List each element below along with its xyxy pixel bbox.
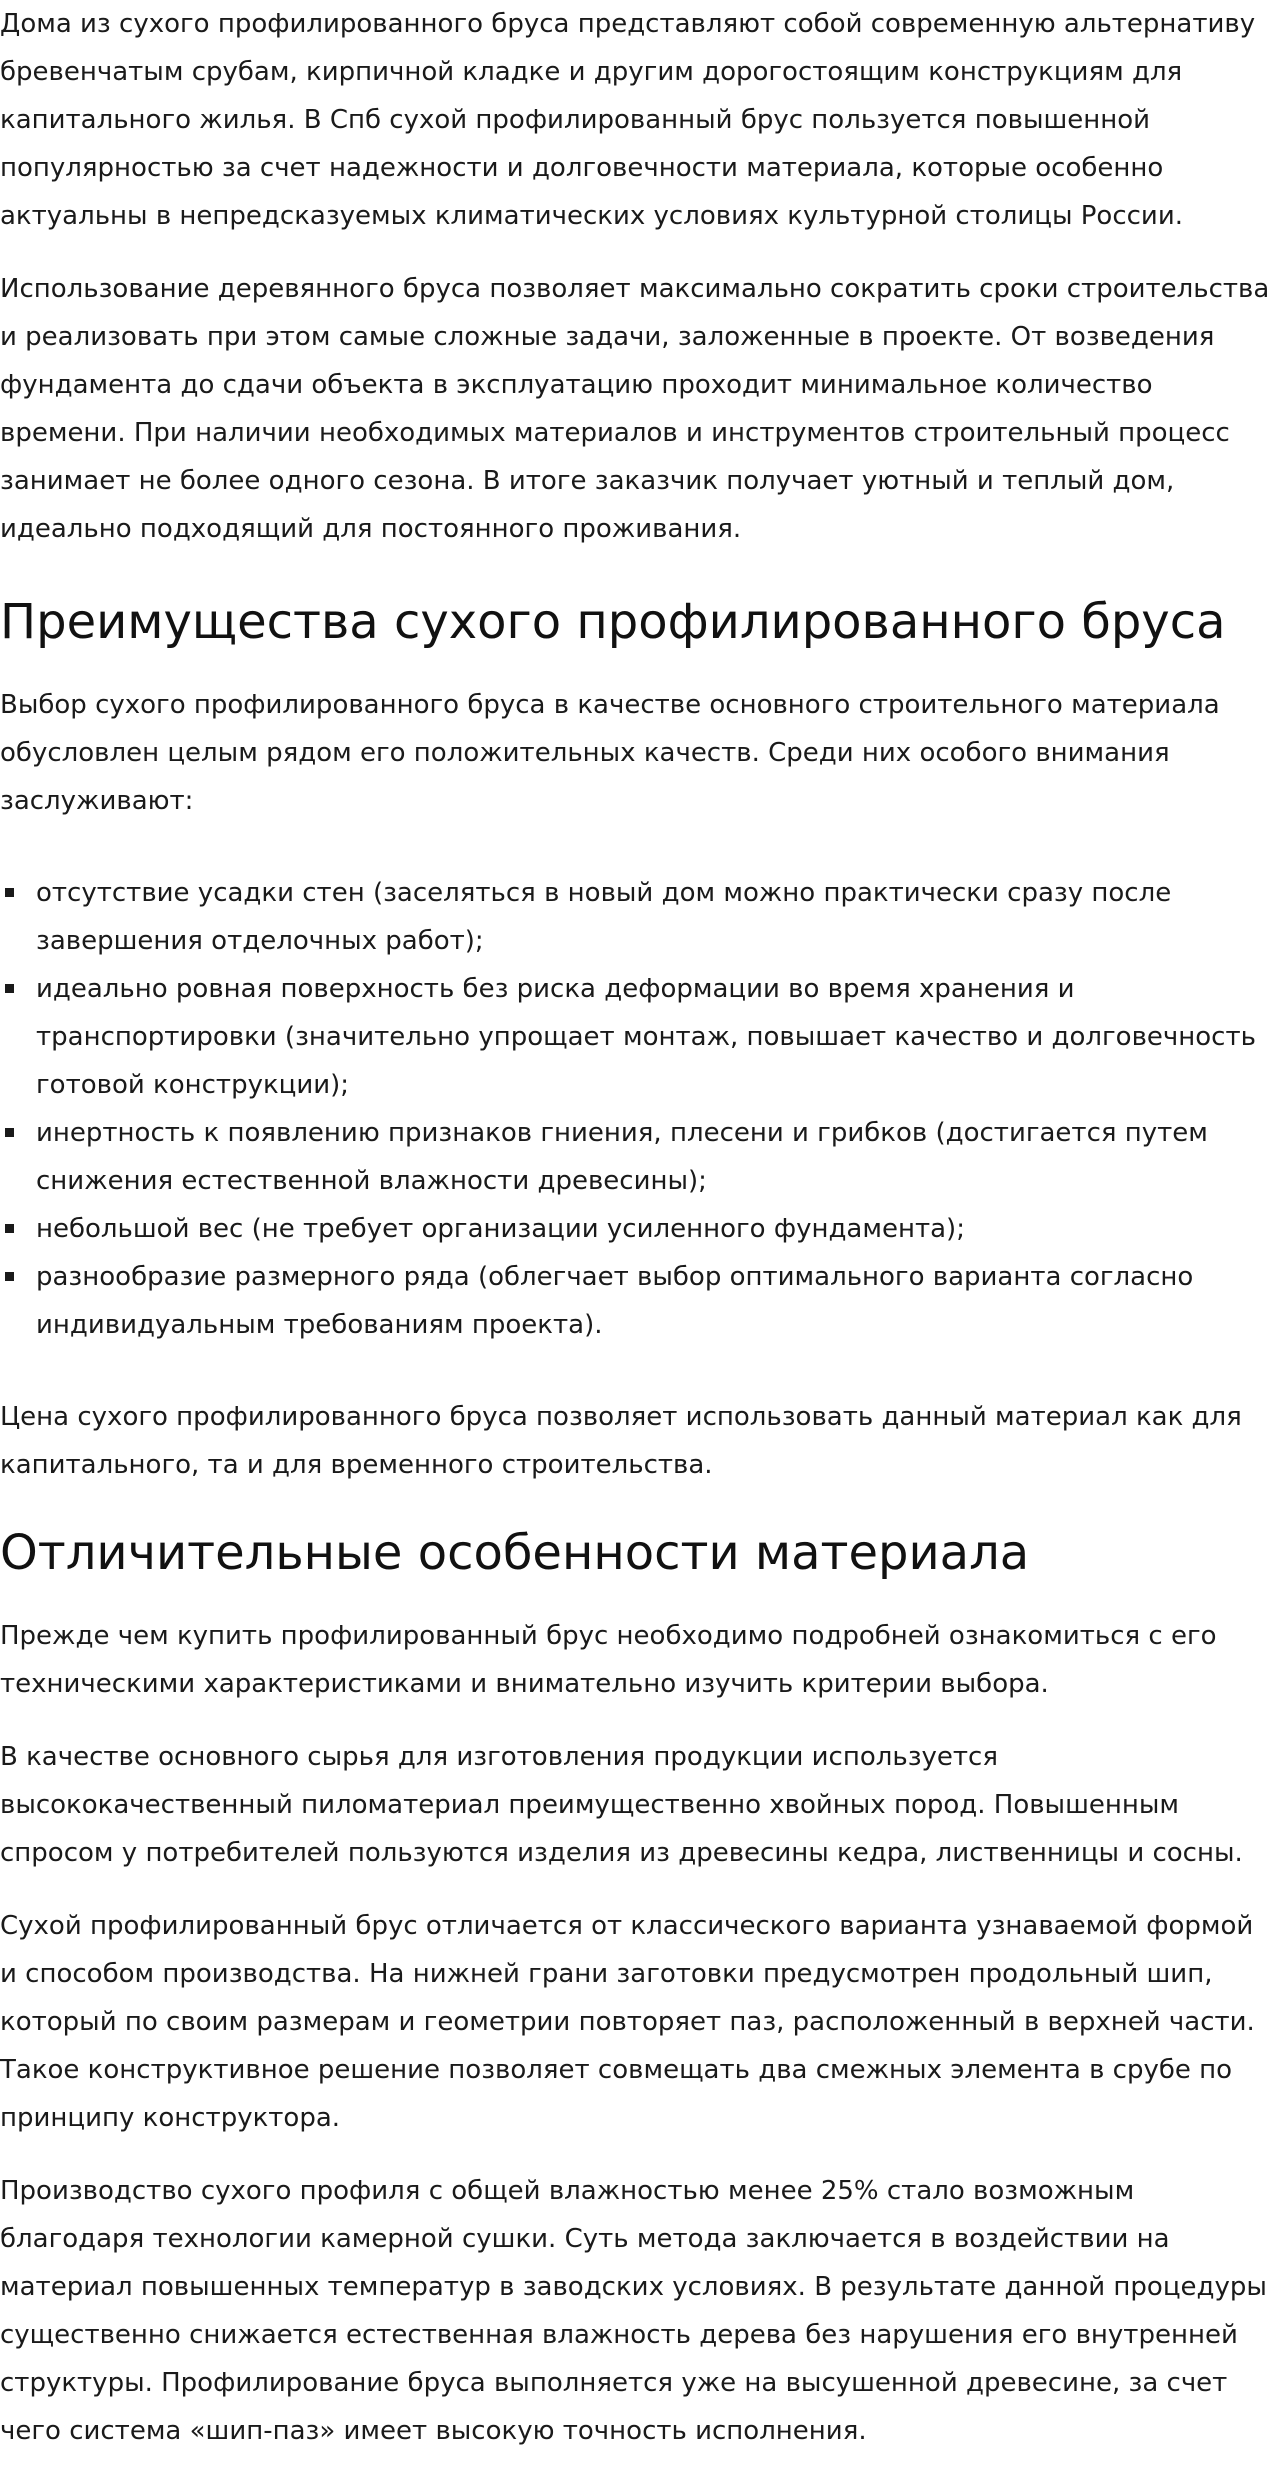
square-bullet-icon [5,1272,14,1281]
list-item-text: разнообразие размерного ряда (облегчает выбор оптимального варианта согласно индивидуальным требованиям проекта). [36,1262,1194,1340]
square-bullet-icon [5,1224,14,1233]
square-bullet-icon [5,888,14,897]
features-paragraph-3: Сухой профилированный брус отличается от классического варианта узнаваемой формой и способом производства. На нижней грани заготовки предусмотрен продольный шип, который по своим размерам и геометрии повторяет паз, расположенный в верхней части. Такое конструктивное решение позволяет совмещать два смежных элемента в срубе по принципу конструктора. [0,1911,1255,2133]
square-bullet-icon [5,984,14,993]
list-item [0,1205,1270,1253]
list-item [0,965,1270,1109]
intro-paragraph-2: Использование деревянного бруса позволяет максимально сократить сроки строительства и реализовать при этом самые сложные задачи, заложенные в проекте. От возведения фундамента до сдачи объекта в эксплуатацию проходит минимальное количество времени. При наличии необходимых материалов и инструментов строительный процесс занимает не более одного сезона. В итоге заказчик получает уютный и теплый дом, идеально подходящий для постоянного проживания. [0,274,1270,544]
advantages-list [0,869,1270,1349]
list-item [0,869,1270,965]
advantages-intro: Выбор сухого профилированного бруса в качестве основного строительного материала обусловлен целым рядом его положительных качеств. Среди них особого внимания заслуживают: [0,690,1220,816]
features-paragraph-2: В качестве основного сырья для изготовления продукции используется высококачественный пиломатериал преимущественно хвойных пород. Повышенным спросом у потребителей пользуются изделия из древесины кедра, лиственницы и сосны. [0,1742,1243,1868]
list-item-text: небольшой вес (не требует организации усиленного фундамента); [36,1214,965,1244]
square-bullet-icon [5,1128,14,1137]
features-paragraph-1: Прежде чем купить профилированный брус необходимо подробней ознакомиться с его техническими характеристиками и внимательно изучить критерии выбора. [0,1621,1217,1699]
list-item-text: инертность к появлению признаков гниения, плесени и грибков (достигается путем снижения естественной влажности древесины); [36,1118,1208,1196]
list-item [0,1109,1270,1205]
advantages-heading: Преимущества сухого профилированного бруса [0,594,1226,650]
list-item [0,1253,1270,1349]
price-note: Цена сухого профилированного бруса позволяет использовать данный материал как для капитального, та и для временного строительства. [0,1402,1242,1480]
features-paragraph-4: Производство сухого профиля с общей влажностью менее 25% стало возможным благодаря технологии камерной сушки. Суть метода заключается в воздействии на материал повышенных температур в заводских условиях. В результате данной процедуры существенно снижается естественная влажность дерева без нарушения его внутренней структуры. Профилирование бруса выполняется уже на высушенной древесине, за счет чего система «шип-паз» имеет высокую точность исполнения. [0,2176,1267,2446]
intro-paragraph-1: Дома из сухого профилированного бруса представляют собой современную альтернативу бревенчатым срубам, кирпичной кладке и другим дорогостоящим конструкциям для капитального жилья. В Спб сухой профилированный брус пользуется повышенной популярностью за счет надежности и долговечности материала, которые особенно актуальны в непредсказуемых климатических условиях культурной столицы России. [0,9,1256,231]
list-item-text: идеально ровная поверхность без риска деформации во время хранения и транспортировки (значительно упрощает монтаж, повышает качество и долговечность готовой конструкции); [36,974,1256,1100]
list-item-text: отсутствие усадки стен (заселяться в новый дом можно практически сразу после завершения отделочных работ); [36,878,1172,956]
features-heading: Отличительные особенности материала [0,1525,1030,1581]
